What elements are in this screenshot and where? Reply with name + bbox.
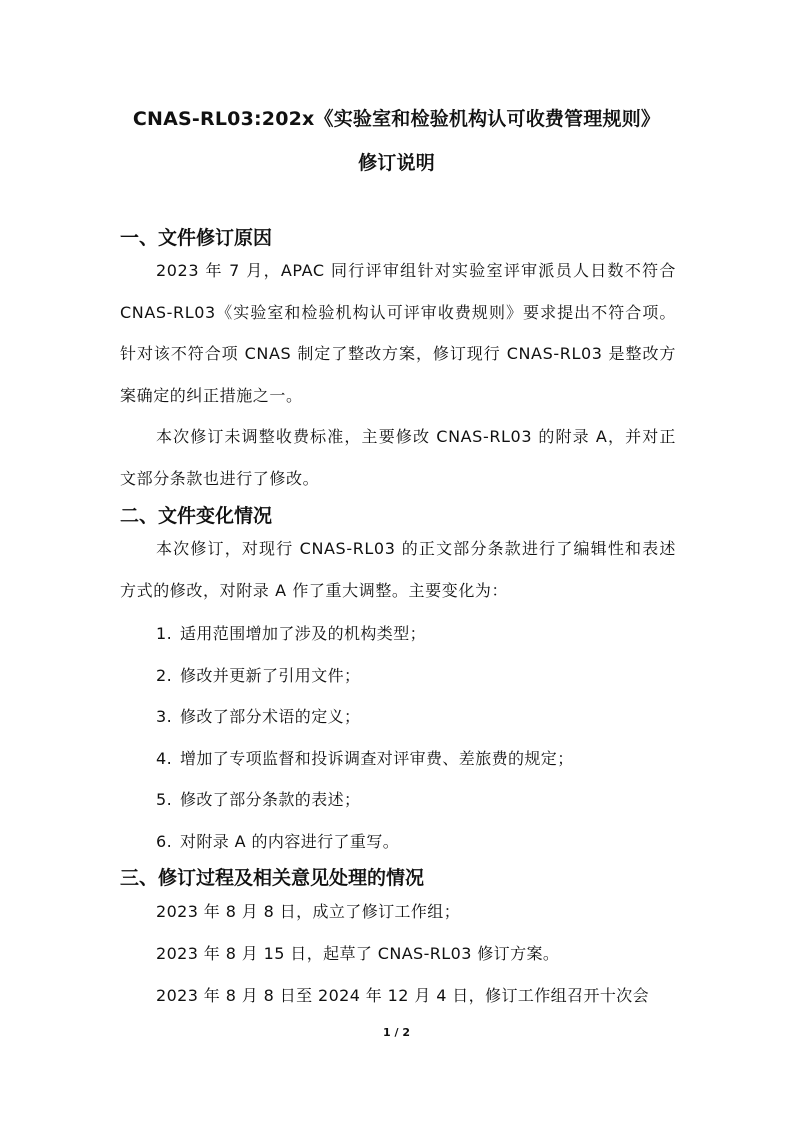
section2-paragraph-1: 本次修订，对现行 CNAS-RL03 的正文部分条款进行了编辑性和表述方式的修改，对附录 A 作了重大调整。主要变化为： — [120, 539, 676, 600]
section1-paragraph-2: 本次修订未调整收费标准，主要修改 CNAS-RL03 的附录 A，并对正文部分条款也进行了修改。 — [120, 427, 676, 488]
section-heading-1: 一、文件修订原因 — [120, 227, 273, 249]
document-title: CNAS-RL03:202x《实验室和检验机构认可收费管理规则》 — [132, 108, 661, 130]
list-item: 5. 修改了部分条款的表述； — [156, 790, 361, 809]
section-heading-3: 三、修订过程及相关意见处理的情况 — [120, 867, 425, 889]
list-item: 4. 增加了专项监督和投诉调查对评审费、差旅费的规定； — [156, 749, 574, 768]
list-item: 1. 适用范围增加了涉及的机构类型； — [156, 624, 427, 643]
page-number: 1 / 2 — [383, 1026, 410, 1039]
list-item: 2. 修改并更新了引用文件； — [156, 666, 361, 685]
section-heading-2: 二、文件变化情况 — [120, 505, 273, 527]
list-item: 6. 对附录 A 的内容进行了重写。 — [156, 832, 400, 851]
section3-line-2: 2023 年 8 月 15 日，起草了 CNAS-RL03 修订方案。 — [156, 944, 560, 963]
section3-line-1: 2023 年 8 月 8 日，成立了修订工作组； — [156, 902, 461, 921]
document-subtitle: 修订说明 — [358, 152, 435, 174]
section1-paragraph-1: 2023 年 7 月，APAC 同行评审组针对实验室评审派员人日数不符合 CNAS-RL03《实验室和检验机构认可评审收费规则》要求提出不符合项。针对该不符合项 CNAS 制定了整改方案，修订现行 CNAS-RL03 是整改方案确定的纠正措施之一。 — [120, 261, 676, 405]
list-item: 3. 修改了部分术语的定义； — [156, 707, 361, 726]
section3-line-3: 2023 年 8 月 8 日至 2024 年 12 月 4 日，修订工作组召开十次会 — [156, 986, 650, 1005]
